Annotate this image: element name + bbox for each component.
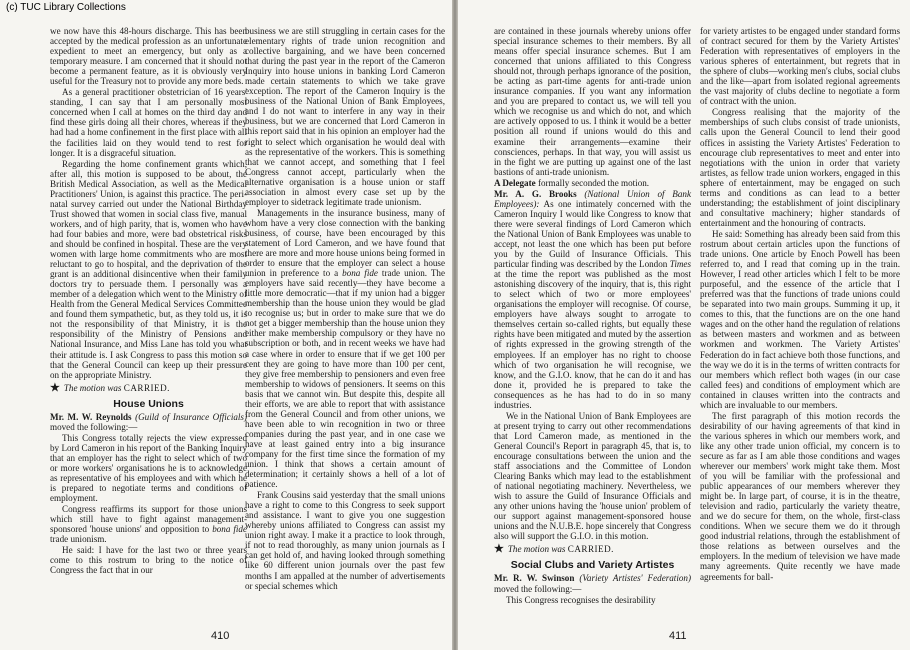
paragraph: We in the National Union of Bank Employees are at present trying to carry out other recommendations that Lord Cameron made, as mentioned in the General Council's Report in paragraph 45, that is, to encourage consultations between the union and the staff associations and the Committee of London Clearing Banks which may lead to the establishment of national negotiating machinery. Nevertheless, we wish to assure the Guild of Insurance Officials and any other unions having the 'house union' problem of our support against management-sponsored house unions and the N.U.B.E. hope sincerely that Congress also will support the G.I.O. in this motion. xyxy=(494,410,691,542)
speaker-intro: Mr. M. W. Reynolds (Guild of Insurance Officials) moved the following:— xyxy=(50,411,248,432)
right-column-1 xyxy=(494,26,691,606)
motion-result: ★ The motion was CARRIED. xyxy=(50,381,170,394)
motion-text: This Congress recognises the desirability xyxy=(506,594,656,605)
page-number: 410 xyxy=(211,630,230,642)
paragraph: Frank Cousins said yesterday that the small unions have a right to come to this Congress to seek support and assistance. I want to give you one suggestion whereby unions affiliated to Congress can assist my union right away. I make it a practice to look through, if not to read thoroughly, as many union journals as I can get hold of, and having looked through something like 60 different union journals over the past few months I am appalled at the number of advertisements or special schemes which xyxy=(245,490,445,591)
motion-text: Congress reaffirms its support for those unions which still have to fight against management-sponsored 'house unions' and opposition to bona fide trade unionism. xyxy=(50,504,248,545)
paragraph: Regarding the home confinement grants which, after all, this motion is supposed to be about, the British Medical Association, as well as the Medical Practitioners' Union, is against this practice. The peri-natal survey carried out under the National Birthday Trust showed that women in social class five, manual workers, and of high parity, that is, women who have had four babies and more, were bad obstetrical risks and should be confined in hospital. These are the very women with large home commitments who are most reluctant to go to hospital, and the deprivation of the grant is an additional disincentive when their family doctors try to persuade them. I personally was a member of a delegation which went to the Ministry of Health from the General Medical Services Committee and found them sympathetic, but, as they told us, it is not the responsibility of that Ministry, it is the responsibility of the Ministry of Pensions and National Insurance, and Miss Lane has told you what their attitude is. I ask Congress to pass this motion so that the General Council can keep up their pressure on the appropriate Ministry. xyxy=(50,158,247,380)
paragraph: He said: Something has already been said from this rostrum about certain articles upon the functions of trade unions. One article by Enoch Powell has been referred to, and I read that coming up in the train. However, I read other articles which I felt to be more purposeful, and the essence of the article that I preferred was that the functions of trade unions could be separated into two main groups. Summing it up, it comes to this, that the functions are on the one hand wages and on the other hand the regulation of relations as between masters and workmen and as between workmen and workmen. The Variety Artistes' Federation do in fact achieve both those functions, and the way we do it is in the terms of written contracts for our members which reflect both wages (in our case called fees) and conditions of employment which are contained in clauses written into the contracts and which are invaluable to our members. xyxy=(700,228,900,410)
star-icon: ★ xyxy=(50,381,60,394)
paragraph: we now have this 48-hours discharge. This has been accepted by the medical profession as an unfortunate expedient to meet an emergency, but only as a temporary measure. I am concerned that it should not become a permanent feature, as it is obviously very useful for the Treasury not to provide any more beds. xyxy=(50,26,247,87)
left-column-1 xyxy=(50,26,247,576)
section-heading: Social Clubs and Variety Artistes xyxy=(510,559,675,572)
motion-text: This Congress totally rejects the view expressed by Lord Cameron in his report of the Banking Inquiry that an employer has the right to select which of two or more workers' organisations he is to acknowledge as representative of his employees and with which he is prepared to negotiate terms and conditions of employment. xyxy=(50,432,247,504)
paragraph: business we are still struggling in certain cases for the elementary rights of trade union recognition and collective bargaining, and we have been concerned that during the past year in the report of the Cameron Inquiry into house unions in banking Lord Cameron made certain statements to which we take grave exception. The report of the Cameron Inquiry is the business of the National Union of Bank Employees, and I do not want to interfere in any way in their business, but we are concerned that Lord Cameron in this report said that in his opinion an employer had the right to select which organisation he would deal with as the representative of the workers. This is something that we cannot accept, and something that I feel Congress cannot accept, particularly when the alternative organisation is a house union or staff association in almost every case set up by the employer to sidetrack legitimate trade unionism. xyxy=(245,26,445,207)
speaker-intro: Mr. A. G. Brooks (National Union of Bank Employees): As one intimately concerned with the Cameron Inquiry I would like Congress to know that there were several findings of Lord Cameron which the National Union of Bank Employees was unable to accept, not least the one which has been put before you by the Guild of Insurance Officials. This particular finding was described by the London Times at the time the report was published as the most astonishing discovery of the inquiry, that is, this right to select which of two or more employees' organisations the employer will recognise. Of course, employers have always sought to arrogate to themselves certain so-called rights, but equally these rights have been mitigated and muted by the assertion of rights expressed in the growing strength of the employees. If an employer has no right to choose which of two organisation he will recognise, we know, and the G.I.O. know, that he can do it and has done it, provided he is prepared to take the consequences as he has had to do in so many industries. xyxy=(494,188,691,410)
right-page xyxy=(458,0,910,650)
paragraph: He said: I have for the last two or three years come to this rostrum to bring to the notice of Congress the fact that in our xyxy=(50,545,247,576)
right-column-2 xyxy=(700,26,900,583)
motion-result: ★ The motion was CARRIED. xyxy=(494,543,614,556)
seconder: A Delegate formally seconded the motion. xyxy=(494,177,650,188)
star-icon: ★ xyxy=(494,543,504,556)
left-page xyxy=(0,0,452,650)
motion-text: Congress realising that the majority of the memberships of such clubs consist of trade unionists, calls upon the General Council to lend their good offices in assisting the Variety Artistes' Federation to encourage club representatives to meet and enter into negotiations with the union in order that variety artistes, as fellow trade union workers, engaged in this sphere of entertainment, may be engaged on such terms and conditions as can lead to a better understanding; the establishment of joint disciplinary and consultative machinery; higher standards of entertainment and the honouring of contracts. xyxy=(700,107,900,228)
left-column-2 xyxy=(245,26,445,592)
paragraph: Managements in the insurance business, many of whom have a very close connection with the banking business, of course, have been encouraged by this statement of Lord Cameron, and we have found that there are more and more house unions being formed in order to ensure that the employer can select a house union in preference to a bona fide trade union. The employers have said recently—they have become a little more democratic—that if my union had a bigger membership than the house union they would be glad to recognise us; but in order to make sure that we do not get a bigger membership than the house union they either make membership compulsory or they have no subscription or both, and in recent weeks we have had a case where in order to ensure that if we get 100 per cent they are going to have more than 100 per cent, they give free membership to pensioners and even free membership to widows of pensioners. It seems on this basis that we cannot win. But despite this, despite all their efforts, we are able to report that with assistance from the General Council and from other unions, we have been able to win recognition in two or three companies during the past year, and in one case we have at least gained entry into a big insurance company for the first time since the formation of my union. I think that shows a certain amount of determination; it certainly shows a hell of a lot of patience. xyxy=(245,207,445,490)
watermark: (c) TUC Library Collections xyxy=(6,2,126,13)
paragraph: As a general practitioner obstetrician of 16 years' standing, I can say that I am personally most concerned when I call at homes on the third day and find these girls doing all their chores, whereas if they had had a home confinement in the first place with all the facilities laid on they would tend to rest for longer. It is a disgraceful situation. xyxy=(50,87,247,158)
speaker-intro: Mr. R. W. Swinson (Variety Artistes' Federation) moved the following:— xyxy=(494,573,691,594)
section-heading: House Unions xyxy=(113,397,184,410)
page-number: 411 xyxy=(669,630,687,642)
paragraph: The first paragraph of this motion records the desirability of our having agreements of that kind in the various spheres in which our members work, and like any other trade union official, my concern is to secure as far as I am able those conditions and wages wherever our members' work might take them. Most of you will be familiar with the professional and public appearances of our members wherever they might be. In large part, of course, it is in the theatre, television and radio, particularly the variety theatre, and we do secure for them, on the whole, first-class conditions. When we secure them we do it through good industrial relations, through the establishment of those relations as between ourselves and the employers. In the medium of television we have made many agreements. Quite recently we have made agreements for ball- xyxy=(700,410,900,582)
paragraph: are contained in these journals whereby unions offer special insurance schemes to their members. By all means offer special insurance schemes. But I am concerned that unions affiliated to this Congress should not, through perhaps ignorance of the position, be acting as part-time agents for anti-trade union insurance companies. If you want any information and you are prepared to contact us, we will tell you which we recognise us and which do not, and which are actively opposed to us. I think it would be a better position all round if unions would do this and examine their arrangements—examine their consciences, perhaps. In that way, you will assist us in the fight we are putting up against one of the last bastions of anti-trade unionism. xyxy=(494,26,691,177)
motion-text: for variety artistes to be engaged under standard forms of contract secured for them by the Variety Artistes' Federation with representatives of employers in the various spheres of entertainment, but regrets that in the sphere of clubs—working men's clubs, social clubs and the like—apart from isolated regional agreements the vast majority of clubs decline to negotiate a form of contract with the union. xyxy=(700,26,900,107)
